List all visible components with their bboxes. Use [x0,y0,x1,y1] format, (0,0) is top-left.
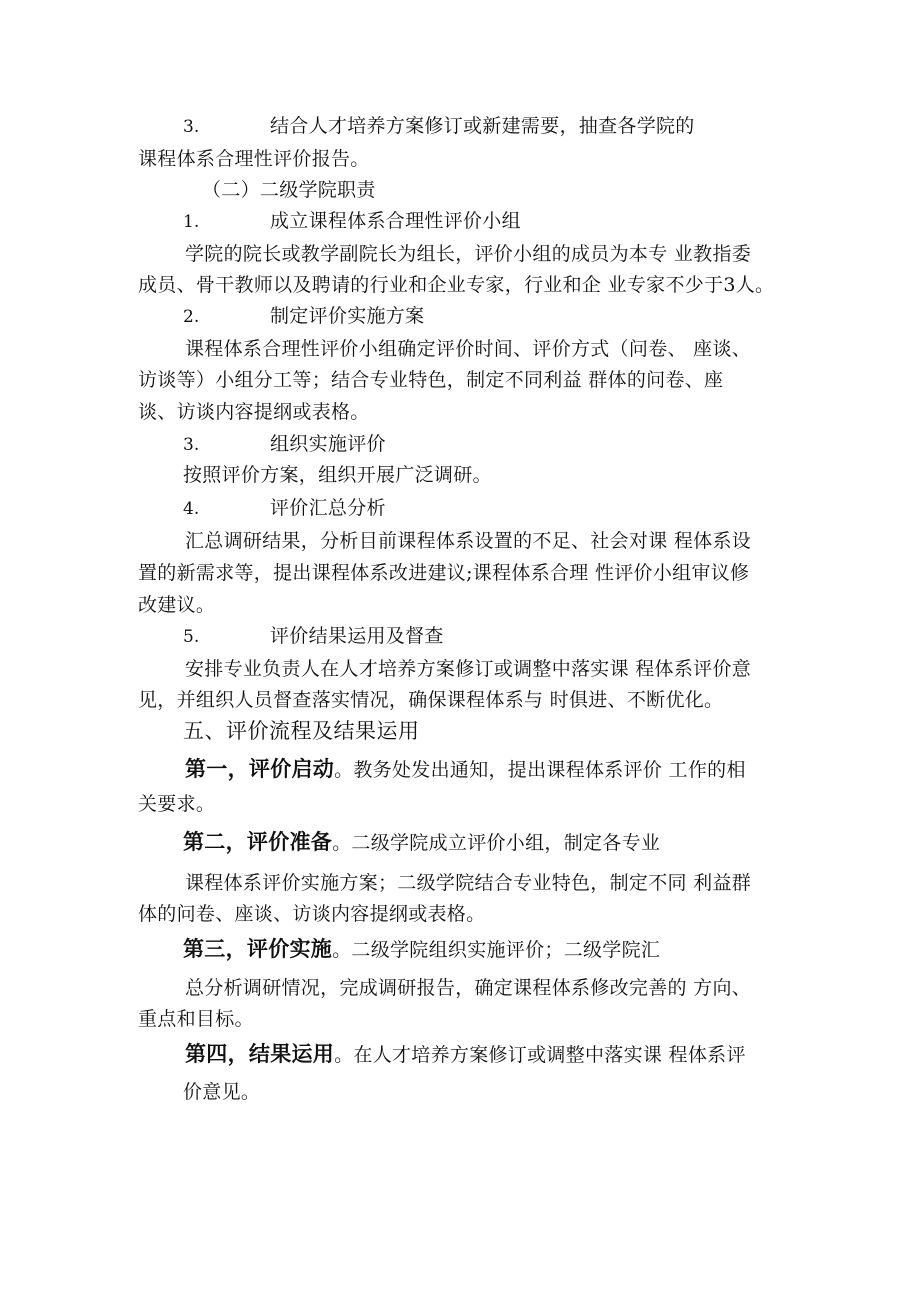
text-line: 成员、骨干教师以及聘请的行业和企业专家，行业和企 业专家不少于3人。 [138,274,775,296]
text-line: 置的新需求等，提出课程体系改进建议;课程体系合理 性评价小组审议修 [138,562,750,584]
item-heading: 成立课程体系合理性评价小组 [270,210,521,232]
text-line: 按照评价方案，组织开展广泛调研。 [183,464,492,486]
text-line: 课程体系评价实施方案；二级学院结合专业特色，制定不同 利益群 [185,872,752,894]
text-line: 汇总调研结果，分析目前课程体系设置的不足、社会对课 程体系设 [185,530,752,552]
step-paragraph [183,937,660,962]
text-line: 谈、访谈内容提纲或表格。 [138,401,370,423]
list-number: 1. [183,212,200,232]
step-paragraph [183,830,660,855]
step-label: 第四，结果运用 [185,1042,335,1066]
item-heading: 组织实施评价 [270,433,386,455]
step-paragraph [185,757,746,782]
text-line: 课程体系合理性评价小组确定评价时间、评价方式（问卷、 座谈、 [185,338,752,360]
step-label: 第二，评价准备 [183,830,333,854]
text-line: 结合人才培养方案修订或新建需要，抽查各学院的 [270,115,695,137]
text-line: 见，并组织人员督查落实情况，确保课程体系与 时俱进、不断优化。 [138,689,724,711]
section-subheading: （二）二级学院职责 [202,179,376,201]
list-number: 3. [183,435,200,455]
text-line: 体的问卷、座谈、访谈内容提纲或表格。 [138,903,486,925]
text-line: 关要求。 [138,793,216,815]
list-number: 2. [183,307,200,327]
step-text: 。二级学院成立评价小组，制定各专业 [332,832,661,854]
text-line: 访谈等）小组分工等；结合专业特色，制定不同利益 群体的问卷、座 [138,369,724,391]
section-heading: 五、评价流程及结果运用 [183,719,420,743]
text-line: 课程体系合理性评价报告。 [138,148,370,170]
text-line: 价意见。 [183,1081,261,1103]
list-number: 4. [183,499,200,519]
step-text: 。在人才培养方案修订或调整中落实课 程体系评 [334,1044,746,1066]
item-heading: 评价汇总分析 [270,497,386,519]
step-label: 第三，评价实施 [183,937,333,961]
step-paragraph [185,1042,746,1067]
step-text: 。教务处发出通知，提出课程体系评价 工作的相 [334,759,746,781]
text-line: 学院的院长或教学副院长为组长，评价小组的成员为本专 业教指委 [185,243,752,265]
text-line: 重点和目标。 [138,1008,254,1030]
step-text: 。二级学院组织实施评价；二级学院汇 [332,939,661,961]
list-number: 3. [183,117,200,137]
text-line: 总分析调研情况，完成调研报告，确定课程体系修改完善的 方向、 [185,977,752,999]
list-number: 5. [183,627,200,647]
text-line: 安排专业负责人在人才培养方案修订或调整中落实课 程体系评价意 [185,658,752,680]
item-heading: 评价结果运用及督查 [270,625,444,647]
item-heading: 制定评价实施方案 [270,305,425,327]
step-label: 第一，评价启动 [185,757,335,781]
text-line: 改建议。 [138,594,216,616]
